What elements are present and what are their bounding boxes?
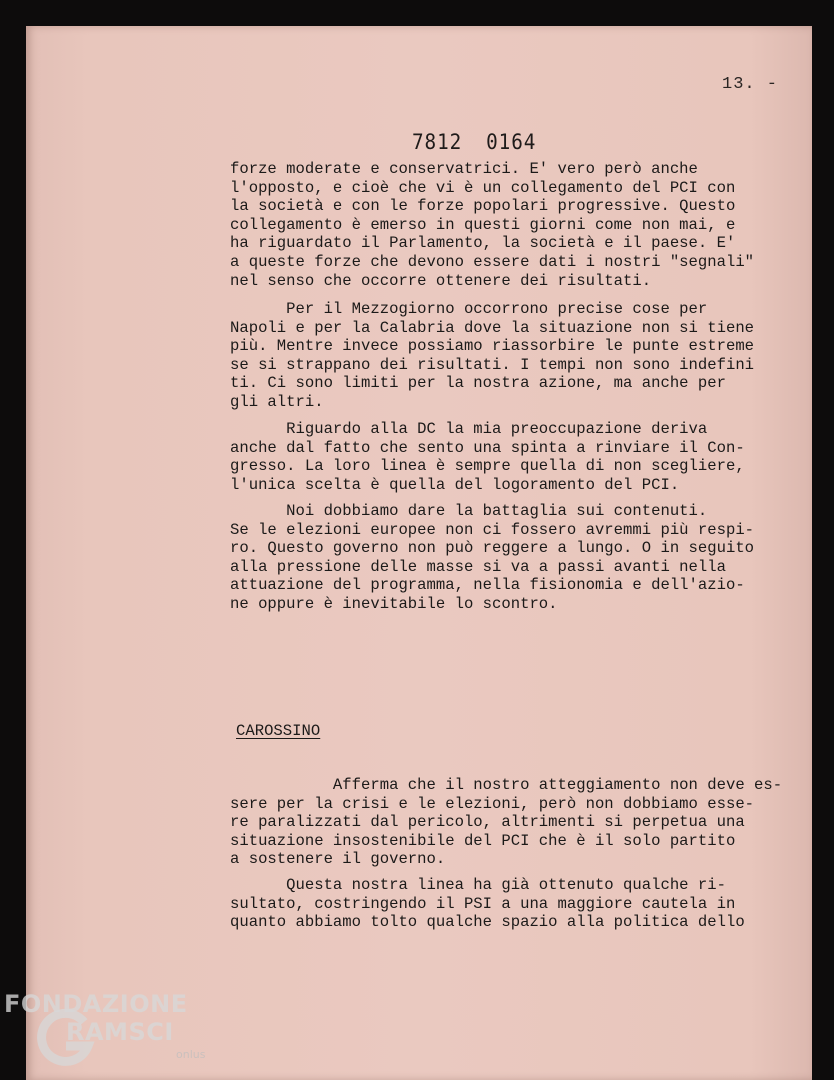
text-line: Questa nostra linea ha già ottenuto qualche ri-: [230, 876, 726, 894]
watermark-line-1: FONDAZIONE: [4, 990, 188, 1018]
text-line: gli altri.: [230, 392, 324, 411]
text-line: la società e con le forze popolari progressive. Questo: [230, 197, 736, 216]
stamp-left: 7812: [412, 130, 463, 154]
text-line: ne oppure è inevitabile lo scontro.: [230, 594, 558, 613]
text-line: collegamento è emerso in questi giorni come non mai, e: [230, 215, 736, 234]
text-line: Afferma che il nostro atteggiamento non deve es-: [230, 776, 783, 794]
text-line: sultato, costringendo il PSI a una maggiore cautela in: [230, 894, 736, 913]
paragraph-6: [230, 876, 745, 932]
text-line: gresso. La loro linea è sempre quella di non scegliere,: [230, 457, 745, 476]
text-line: a queste forze che devono essere dati i nostri "segnali": [230, 252, 755, 271]
text-line: quanto abbiamo tolto qualche spazio alla politica dello: [230, 913, 745, 932]
text-line: Per il Mezzogiorno occorrono precise cose per: [230, 300, 708, 318]
text-line: situazione insostenibile del PCI che è il solo partito: [230, 831, 736, 850]
text-line: Se le elezioni europee non ci fossero avremmi più respi-: [230, 520, 755, 539]
paragraph-5: [230, 776, 782, 869]
text-line: l'opposto, e cioè che vi è un collegamento del PCI con: [230, 178, 736, 197]
speaker-heading: CAROSSINO: [236, 722, 321, 740]
page-number: 13. -: [722, 75, 779, 94]
stamp-right: 0164: [486, 130, 537, 154]
text-line: a sostenere il governo.: [230, 850, 446, 869]
text-line: alla pressione delle masse si va a passi avanti nella: [230, 557, 726, 576]
text-line: Riguardo alla DC la mia preoccupazione deriva: [230, 420, 708, 438]
text-line: forze moderate e conservatrici. E' vero però anche: [230, 160, 698, 178]
watermark-line-2: RAMSCI: [66, 1018, 174, 1046]
paragraph-2: [230, 300, 754, 412]
paragraph-3: [230, 420, 745, 494]
text-line: ha riguardato il Parlamento, la società e il paese. E': [230, 234, 736, 253]
text-line: nel senso che occorre ottenere dei risultati.: [230, 271, 652, 290]
text-line: anche dal fatto che sento una spinta a rinviare il Con-: [230, 438, 745, 457]
watermark-suffix: onlus: [176, 1048, 206, 1061]
text-line: più. Mentre invece possiamo riassorbire le punte estreme: [230, 337, 755, 356]
text-line: se si strappano dei risultati. I tempi non sono indefini: [230, 355, 755, 374]
text-line: Napoli e per la Calabria dove la situazione non si tiene: [230, 318, 755, 337]
text-line: Noi dobbiamo dare la battaglia sui contenuti.: [230, 502, 708, 520]
text-line: attuazione del programma, nella fisionomia e dell'azio-: [230, 576, 745, 595]
text-line: ro. Questo governo non può reggere a lungo. O in seguito: [230, 539, 755, 558]
text-line: l'unica scelta è quella del logoramento del PCI.: [230, 475, 680, 494]
archive-stamp: [412, 130, 536, 154]
text-line: ti. Ci sono limiti per la nostra azione, ma anche per: [230, 374, 726, 393]
fondazione-gramsci-watermark: [4, 990, 214, 1075]
text-line: sere per la crisi e le elezioni, però non dobbiamo esse-: [230, 794, 755, 813]
text-line: re paralizzati dal pericolo, altrimenti si perpetua una: [230, 813, 745, 832]
paragraph-1: [230, 160, 754, 290]
paragraph-4: [230, 502, 754, 614]
